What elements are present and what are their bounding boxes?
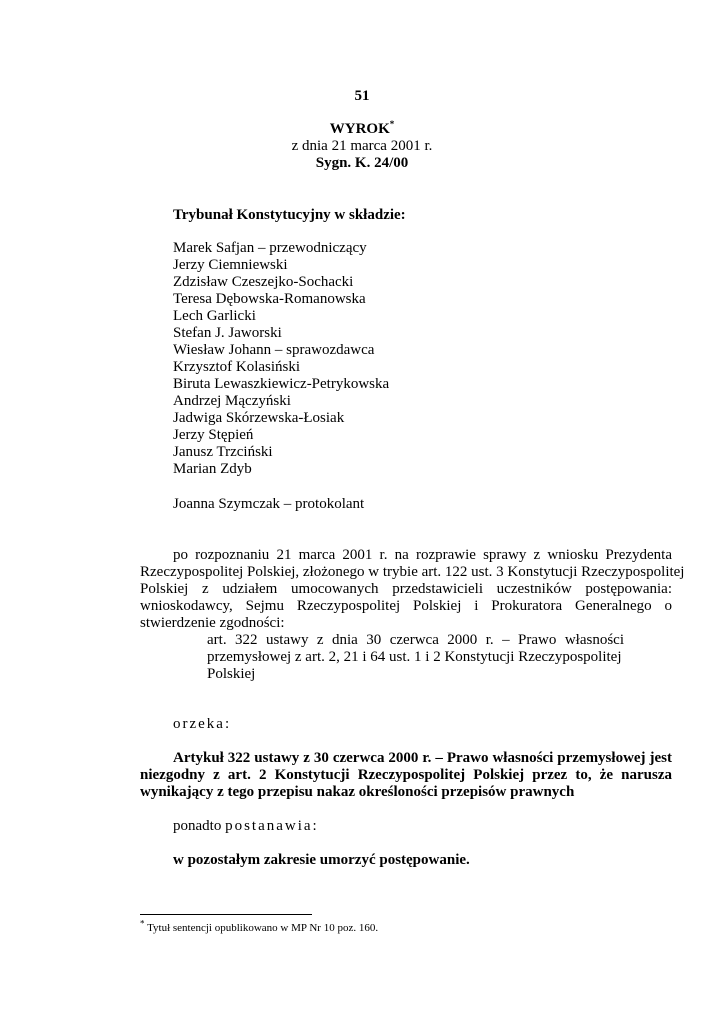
- ruling-orzeka: orzeka:: [173, 716, 232, 732]
- provision-line: przemysłowej z art. 2, 21 i 64 ust. 1 i 2 Konstytucji Rzeczypospolitej: [207, 649, 622, 665]
- ruling-line: niezgodny z art. 2 Konstytucji Rzeczypospolitej Polskiej przez to, że narusza: [140, 767, 672, 783]
- footnote-separator: [140, 914, 312, 915]
- proceedings-line: po rozpoznaniu 21 marca 2001 r. na rozprawie sprawy z wniosku Prezydenta: [173, 547, 672, 563]
- footnote-text: Tytuł sentencji opublikowano w MP Nr 10 poz. 160.: [147, 922, 379, 934]
- member-item: Andrzej Mączyński: [173, 393, 291, 409]
- member-item: Zdzisław Czeszejko-Sochacki: [173, 274, 354, 290]
- title-text: WYROK: [329, 121, 390, 137]
- provision-line: Polskiej: [207, 666, 256, 682]
- ruling-line: wynikający z tego przepisu nakaz określoności przepisów prawnych: [140, 784, 575, 800]
- document-title: [0, 121, 724, 138]
- additional-prefix: ponadto: [173, 818, 222, 834]
- discontinue-proceedings: w pozostałym zakresie umorzyć postępowanie.: [173, 852, 470, 868]
- document-number: 51: [354, 88, 370, 104]
- ruling-line: Artykuł 322 ustawy z 30 czerwca 2000 r. – Prawo własności przemysłowej jest: [173, 750, 672, 766]
- member-item: Jadwiga Skórzewska-Łosiak: [173, 410, 345, 426]
- proceedings-line: stwierdzenie zgodności:: [140, 615, 285, 631]
- document-date: z dnia 21 marca 2001 r.: [291, 138, 433, 154]
- provision-line: art. 322 ustawy z dnia 30 czerwca 2000 r. – Prawo własności: [207, 632, 624, 648]
- member-item: Janusz Trzciński: [173, 444, 273, 460]
- member-item: Wiesław Johann – sprawozdawca: [173, 342, 375, 358]
- title-footnote-mark: *: [389, 119, 395, 129]
- proceedings-line: Rzeczypospolitej Polskiej, złożonego w trybie art. 122 ust. 3 Konstytucji Rzeczypospolitej: [140, 564, 685, 580]
- member-item: Krzysztof Kolasiński: [173, 359, 301, 375]
- composition-heading: Trybunał Konstytucyjny w składzie:: [173, 207, 406, 223]
- additional-decision: [173, 818, 319, 835]
- member-item: Jerzy Stępień: [173, 427, 254, 443]
- member-item: Lech Garlicki: [173, 308, 256, 324]
- member-item: Marek Safjan – przewodniczący: [173, 240, 367, 256]
- member-item: Teresa Dębowska-Romanowska: [173, 291, 366, 307]
- member-item: Marian Zdyb: [173, 461, 252, 477]
- member-item: Jerzy Ciemniewski: [173, 257, 288, 273]
- footnote-mark: *: [140, 918, 145, 929]
- footnote: [140, 918, 379, 935]
- proceedings-line: wnioskodawcy, Sejmu Rzeczypospolitej Polskiej i Prokuratora Generalnego o: [140, 598, 672, 614]
- proceedings-line: Polskiej z udziałem umocowanych przedstawicieli uczestników postępowania:: [140, 581, 672, 597]
- court-clerk: Joanna Szymczak – protokolant: [173, 496, 365, 512]
- tribunal-members-list: [173, 240, 389, 478]
- reviewed-provision: [207, 632, 624, 683]
- case-signature: Sygn. K. 24/00: [315, 155, 409, 171]
- member-item: Stefan J. Jaworski: [173, 325, 282, 341]
- additional-postanawia: postanawia:: [225, 818, 319, 834]
- member-item: Biruta Lewaszkiewicz-Petrykowska: [173, 376, 390, 392]
